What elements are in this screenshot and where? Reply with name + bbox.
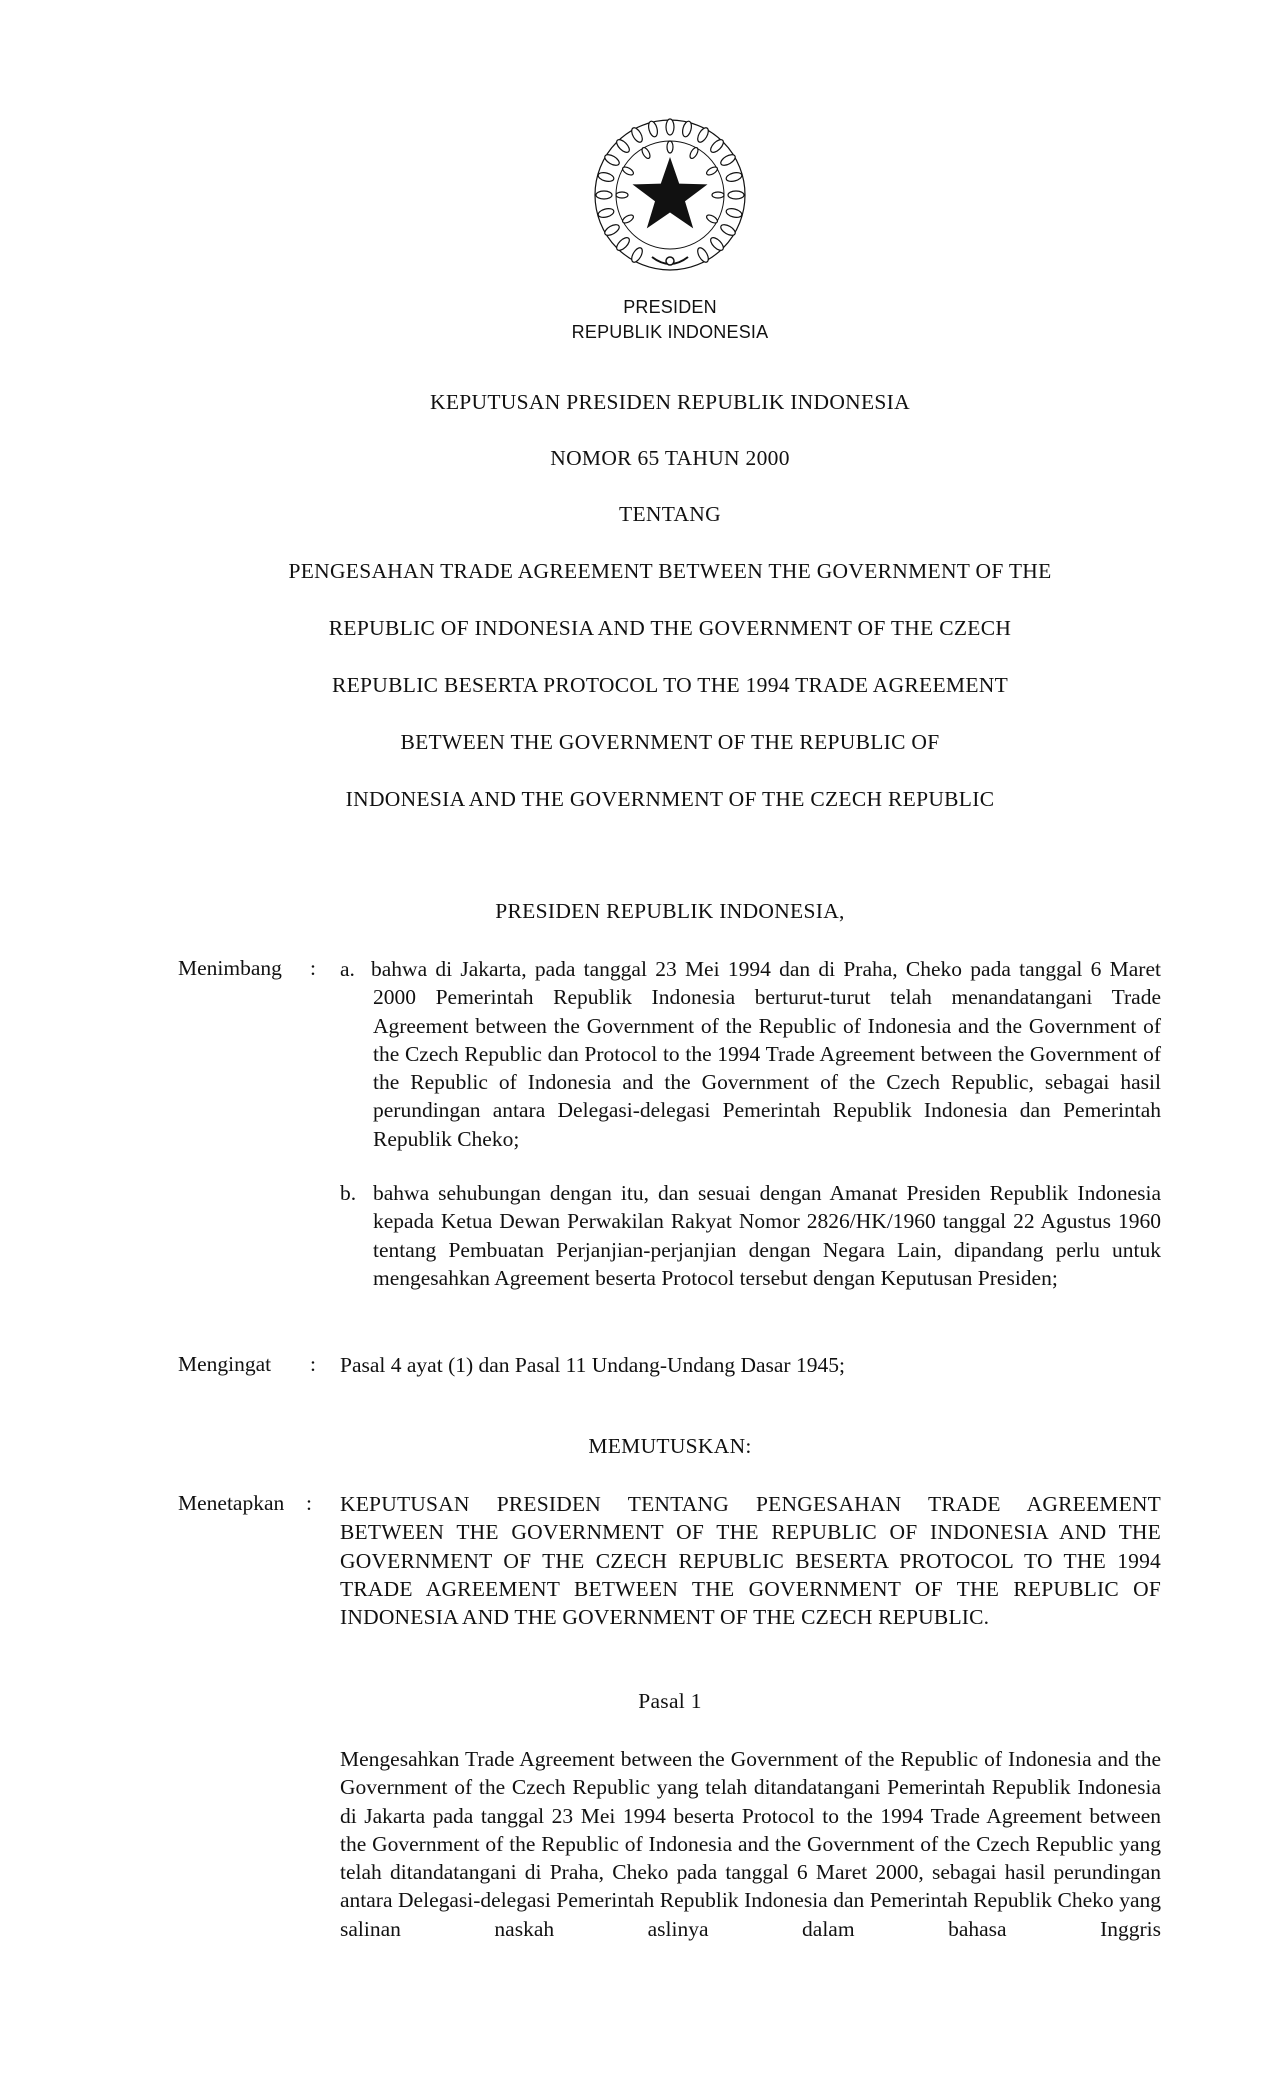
menimbang-item-b: bahwa sehubungan dengan itu, dan sesuai dengan Amanat Presiden Republik Indonesia kepada Ketua Dewan Perwakilan Rakyat Nomor 2826/HK/1960 tanggal 22 Agustus 1960 tentang Pembuatan Perjanjian-perjanjian dengan Negara Lain, dipandang perlu untuk mengesahkan Agreement beserta Protocol tersebut dengan Keputusan Presiden; xyxy=(373,1181,1161,1290)
mengingat-colon: : xyxy=(310,1352,316,1376)
mengingat-text: Pasal 4 ayat (1) dan Pasal 11 Undang-Undang Dasar 1945; xyxy=(340,1353,845,1377)
menetapkan-colon: : xyxy=(306,1491,312,1515)
tentang-heading: TENTANG xyxy=(619,502,721,526)
menimbang-label: Menimbang xyxy=(178,956,282,980)
menimbang-item-a: bahwa di Jakarta, pada tanggal 23 Mei 1994 dan di Praha, Cheko pada tanggal 6 Maret 2000 Pemerintah Republik Indonesia berturut-turut telah menandatangani Trade Agreement between the Government of the Republic of Indonesia and the Government of the Czech Republic dan Protocol to the 1994 Trade Agreement between the Government of the Republic of Indonesia and the Government of the Czech Republic, sebagai hasil perundingan antara Delegasi-delegasi Pemerintah Republik Indonesia dan Pemerintah Republik Cheko; xyxy=(371,957,1161,1151)
mengingat-label: Mengingat xyxy=(178,1352,272,1376)
menetapkan-label: Menetapkan xyxy=(178,1491,285,1515)
pasal-1-text: Mengesahkan Trade Agreement between the Government of the Republic of Indonesia and the Government of the Czech Republic yang telah ditandatangani Pemerintah Republik Indonesia di Jakarta pada tanggal 23 Mei 1994 beserta Protocol to the 1994 Trade Agreement between the Government of the Republic of Indonesia and the Government of the Czech Republic yang telah ditandatangani di Praha, Cheko pada tanggal 6 Maret 2000, sebagai hasil perundingan antara Delegasi-delegasi Pemerintah Republik Indonesia dan Pemerintah Republik Cheko yang salinan naskah aslinya dalam bahasa Inggris xyxy=(340,1747,1161,1941)
issuer-line: PRESIDEN REPUBLIK INDONESIA, xyxy=(495,899,845,923)
menetapkan-text: KEPUTUSAN PRESIDEN TENTANG PENGESAHAN TRADE AGREEMENT BETWEEN THE GOVERNMENT OF THE REPUBLIC OF INDONESIA AND THE GOVERNMENT OF THE CZECH REPUBLIC BESERTA PROTOCOL TO THE 1994 TRADE AGREEMENT BETWEEN THE GOVERNMENT OF THE REPUBLIC OF INDONESIA AND THE GOVERNMENT OF THE CZECH REPUBLIC. xyxy=(340,1492,1161,1630)
office-line-republik: REPUBLIK INDONESIA xyxy=(571,322,769,342)
garuda-star-wreath-emblem-icon xyxy=(590,115,750,275)
menimbang-colon: : xyxy=(310,956,316,980)
subject-line: PENGESAHAN TRADE AGREEMENT BETWEEN THE GOVERNMENT OF THE xyxy=(288,559,1052,583)
subject-line: REPUBLIC OF INDONESIA AND THE GOVERNMENT OF THE CZECH xyxy=(328,616,1012,640)
decree-number: NOMOR 65 TAHUN 2000 xyxy=(550,446,790,470)
item-marker-a: a. xyxy=(340,957,355,981)
memutuskan-heading: MEMUTUSKAN: xyxy=(588,1434,752,1458)
item-marker-b: b. xyxy=(340,1181,357,1205)
office-line-presiden: PRESIDEN xyxy=(623,297,717,317)
subject-line: BETWEEN THE GOVERNMENT OF THE REPUBLIC OF xyxy=(400,730,940,754)
subject-line: INDONESIA AND THE GOVERNMENT OF THE CZECH REPUBLIC xyxy=(345,787,995,811)
subject-line: REPUBLIC BESERTA PROTOCOL TO THE 1994 TRADE AGREEMENT xyxy=(331,673,1009,697)
pasal-1-heading: Pasal 1 xyxy=(638,1689,702,1713)
decree-title: KEPUTUSAN PRESIDEN REPUBLIK INDONESIA xyxy=(430,390,910,414)
